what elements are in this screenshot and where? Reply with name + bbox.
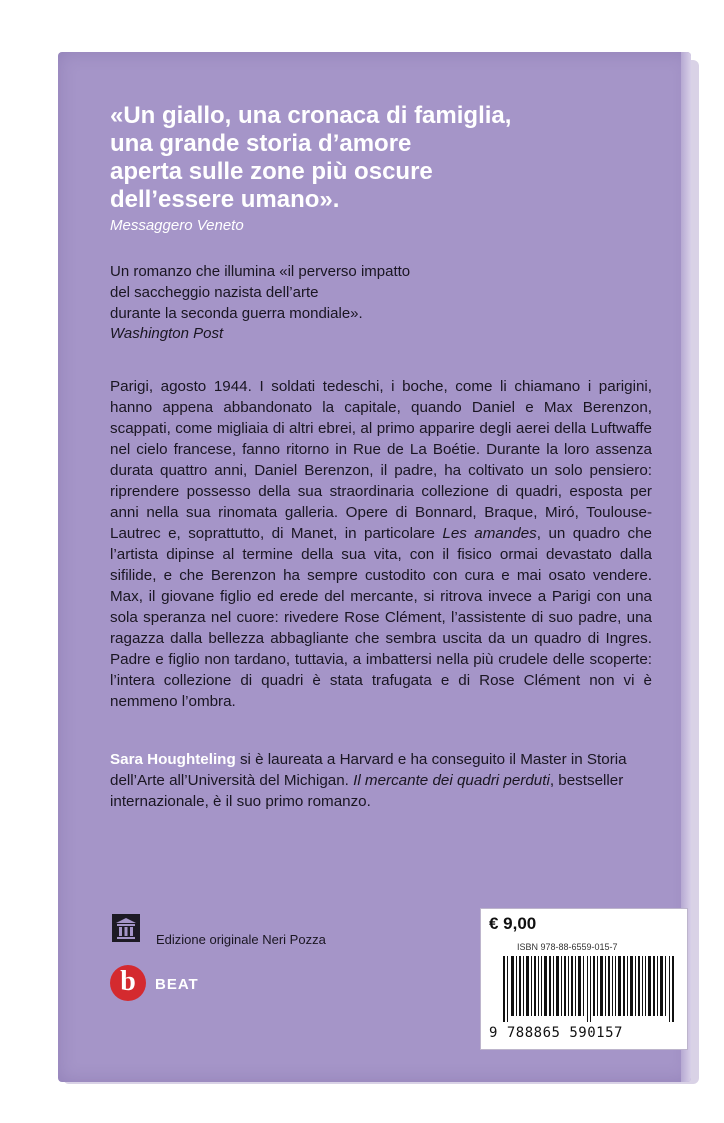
- synopsis-text-2: , un quadro che l’artista dipinse al termine della sua vita, con il fisico ormai devastato dalla sifilide, e che Berenzon ha sempre custodito con cura e mai osato vendere. Max, il giovane figlio ed erede del mercante, si ritrova invece a Parigi con una sola speranza nel cuore: rivedere Rose Clément, l’assistente di suo padre, una ragazza dalla bellezza abbagliante che sembra uscita da un quadro di Ingres. Padre e figlio non tardano, tuttavia, a imbattersi nella più crudele delle scoperte: l’intera collezione di quadri è stata trafugata e di Rose Clément non vi è nemmeno l’ombra.: [110, 525, 652, 710]
- book-title: Il mercante dei quadri perduti: [353, 772, 550, 789]
- review-quote: «Un giallo, una cronaca di famiglia, una grande storia d’amore aperta sulle zone più oscure dell’essere umano».: [110, 102, 512, 213]
- barcode-graphic: [503, 956, 675, 1022]
- book-back-cover: [58, 52, 691, 1082]
- synopsis: [110, 376, 652, 712]
- author-bio-text-1: si è laureata a Harvard e ha conseguito il Master in Storia dell’Arte all’Università del Michigan.: [110, 751, 627, 789]
- author-name: Sara Houghteling: [110, 751, 236, 768]
- edition-label: Edizione originale Neri Pozza: [156, 932, 326, 947]
- price: € 9,00: [489, 914, 537, 933]
- beat-logo-icon: b: [110, 965, 146, 1001]
- painting-title: Les amandes: [442, 525, 537, 542]
- neri-pozza-temple-icon: [112, 914, 140, 942]
- price-barcode-sticker: [480, 908, 688, 1050]
- isbn: ISBN 978-88-6559-015-7: [517, 942, 618, 952]
- review-blurb-source: Washington Post: [110, 325, 224, 342]
- synopsis-text-1: Parigi, agosto 1944. I soldati tedeschi, i boche, come li chiamano i parigini, hanno appena abbandonato la capitale, quando Daniel e Max Berenzon, scappati, come migliaia di altri ebrei, al primo apparire degli aerei della Luftwaffe nel cielo francese, fanno ritorno in Rue de La Boétie. Durante la loro assenza durata quattro anni, Daniel Berenzon, il padre, ha coltivato un solo pensiero: riprendere possesso della sua straordinaria collezione di quadri, esposta per anni nella sua rinomata galleria. Opere di Bonnard, Braque, Miró, Toulouse-Lautrec e, soprattutto, di Manet, in particolare: [110, 378, 652, 542]
- author-bio: [110, 749, 652, 812]
- author-bio-text-2: , bestseller internazionale, è il suo primo romanzo.: [110, 772, 624, 810]
- review-blurb: Un romanzo che illumina «il perverso impatto del saccheggio nazista dell’arte durante la seconda guerra mondiale».: [110, 263, 411, 322]
- review-quote-source: Messaggero Veneto: [110, 217, 244, 234]
- imprint-name: BEAT: [155, 976, 199, 993]
- barcode-number: 9 788865 590157: [489, 1025, 623, 1041]
